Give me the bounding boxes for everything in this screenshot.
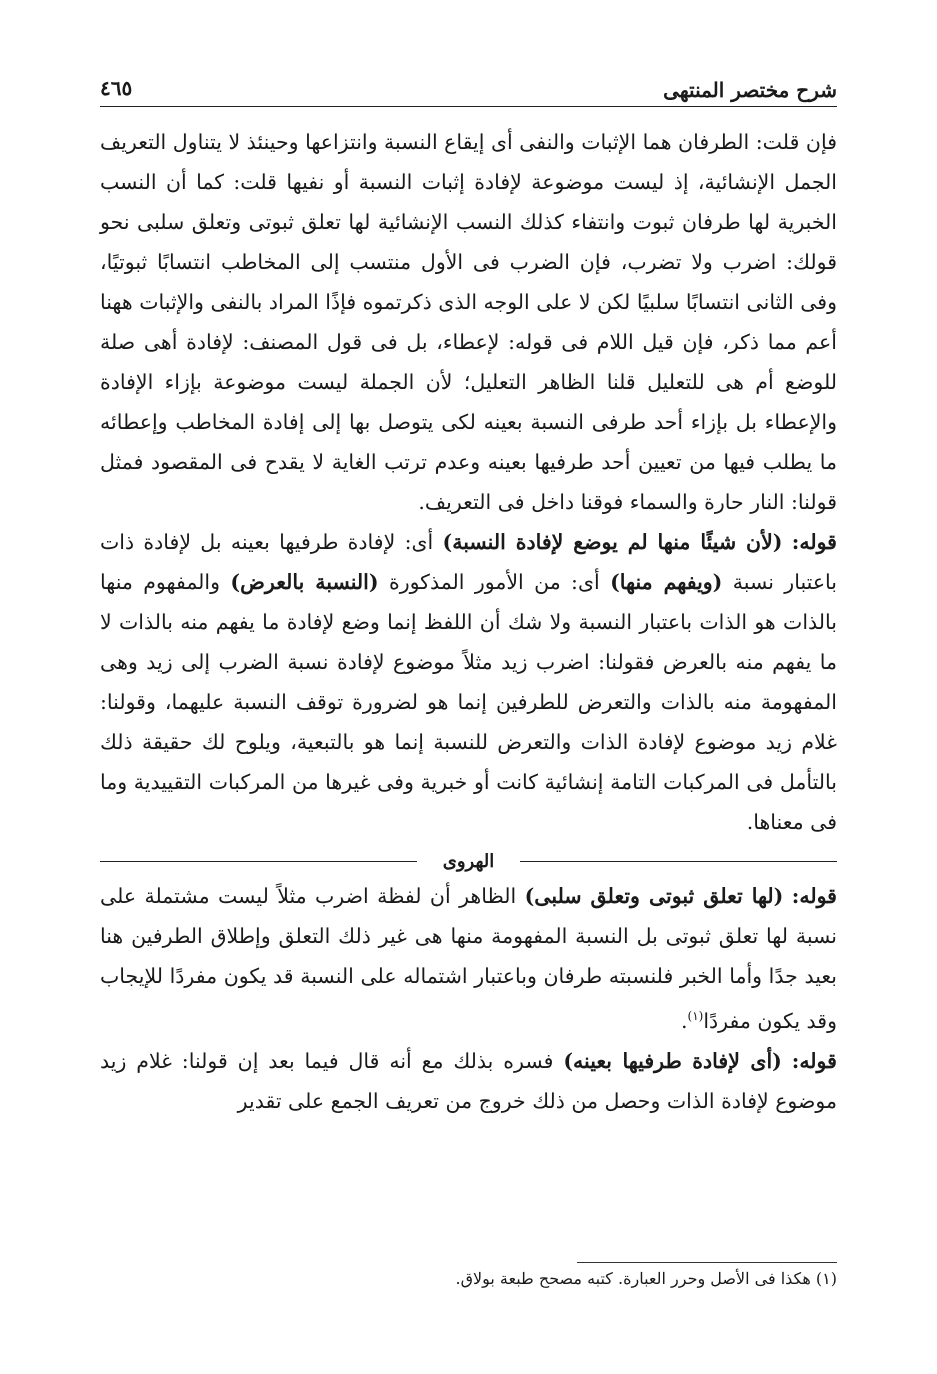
commentary-text: والمفهوم منها بالذات هو الذات باعتبار النسبة ولا شك أن اللفظ إنما وضع لإفادة ما يفهم منه بالذات لا ما يفهم منه بالعرض فقولنا: اضرب زيد مثلاً موضوع لإفادة نسبة الضرب إلى زيد وهى المفهومة منه بالذات والتعرض للطرفين إنما هو لضرورة توقف النسبة عليهما، وقولنا: غلام زيد موضوع لإفادة الذات والتعرض للنسبة إنما هو بالتبعية، ويلوح لك حقيقة ذلك بالتأمل فى المركبات التامة إنشائية كانت أو خبرية وفى غيرها من المركبات التقييدية وما فى معناها. bbox=[100, 570, 837, 834]
quoted-phrase: (أى لإفادة طرفيها بعينه) bbox=[563, 1048, 782, 1073]
running-title: شرح مختصر المنتهى bbox=[663, 78, 837, 102]
quoted-phrase: (لأن شيئًا منها لم يوضع لإفادة النسبة) bbox=[442, 530, 783, 554]
commentary-text: أى: من الأمور المذكورة bbox=[388, 570, 600, 594]
section-divider bbox=[100, 848, 837, 874]
footnote: (١) هكذا فى الأصل وحرر العبارة. كتبه مصحح طبعة بولاق. bbox=[455, 1269, 837, 1288]
commentary-text: فسره بذلك مع أنه قال فيما بعد إن قولنا: غلام زيد موضوع لإفادة الذات وحصل من ذلك خروج من تعريف الجمع على تقدير bbox=[100, 1048, 837, 1113]
divider-line bbox=[520, 861, 837, 862]
quoted-phrase: (النسبة بالعرض) bbox=[230, 570, 379, 594]
divider-label: الهروى bbox=[442, 850, 495, 872]
sentence-end: . bbox=[680, 1008, 688, 1033]
footnote-marker: (١) bbox=[687, 1009, 704, 1023]
document-page bbox=[100, 0, 837, 1374]
quoted-phrase: (لها تعلق ثبوتى وتعلق سلبى) bbox=[524, 884, 784, 908]
footnote-rule bbox=[577, 1262, 837, 1263]
main-text bbox=[100, 122, 837, 1121]
page-header bbox=[100, 76, 837, 107]
lead-word: قوله: bbox=[791, 530, 837, 554]
lead-word: قوله: bbox=[791, 884, 837, 908]
page-number: ٤٦٥ bbox=[100, 76, 133, 100]
lead-word: قوله: bbox=[791, 1048, 837, 1073]
paragraph-commentary-2 bbox=[100, 876, 837, 1041]
quoted-phrase: (ويفهم منها) bbox=[610, 570, 723, 594]
paragraph-commentary-1 bbox=[100, 522, 837, 842]
commentary-text: الظاهر أن لفظة اضرب مثلاً ليست مشتملة على نسبة لها تعلق ثبوتى بل النسبة المفهومة منها هى غير ذلك التعلق وإطلاق الطرفين هنا بعيد جدًا وأما الخبر فلنسبته طرفان وباعتبار اشتماله على النسبة قد يكون مفردًا للإيجاب وقد يكون مفردًا bbox=[100, 884, 837, 1033]
commentary-text: أى: لإفادة طرفيها بعينه بل لإفادة ذات باعتبار نسبة bbox=[100, 530, 838, 594]
paragraph-objection: فإن قلت: الطرفان هما الإثبات والنفى أى إيقاع النسبة وانتزاعها وحينئذ لا يتناول التعريف الجمل الإنشائية، إذ ليست موضوعة لإفادة إثبات النسبة أو نفيها قلت: كما أن النسب الخبرية لها طرفان ثبوت وانتفاء كذلك النسب الإنشائية لها تعلق ثبوتى وتعلق سلبى نحو قولك: اضرب ولا تضرب، فإن الضرب فى الأول منتسب إلى المخاطب انتسابًا ثبوتيًا، وفى الثانى انتسابًا سلبيًا لكن لا على الوجه الذى ذكرتموه فإذًا المراد بالنفى والإثبات ههنا أعم مما ذكر، فإن قيل اللام فى قوله: لإعطاء، بل فى قول المصنف: لإفادة أهى صلة للوضع أم هى للتعليل قلنا الظاهر التعليل؛ لأن الجملة ليست موضوعة بإزاء الإفادة والإعطاء بل بإزاء أحد طرفى النسبة بعينه لكى يتوصل بها إلى إفادة المخاطب وإعطائه ما يطلب فيها من تعيين أحد طرفيها بعينه وعدم ترتب الغاية لا يقدح فى المقصود فمثل قولنا: النار حارة والسماء فوقنا داخل فى التعريف. bbox=[100, 130, 837, 514]
paragraph-commentary-3 bbox=[100, 1041, 837, 1121]
divider-line bbox=[100, 861, 417, 862]
